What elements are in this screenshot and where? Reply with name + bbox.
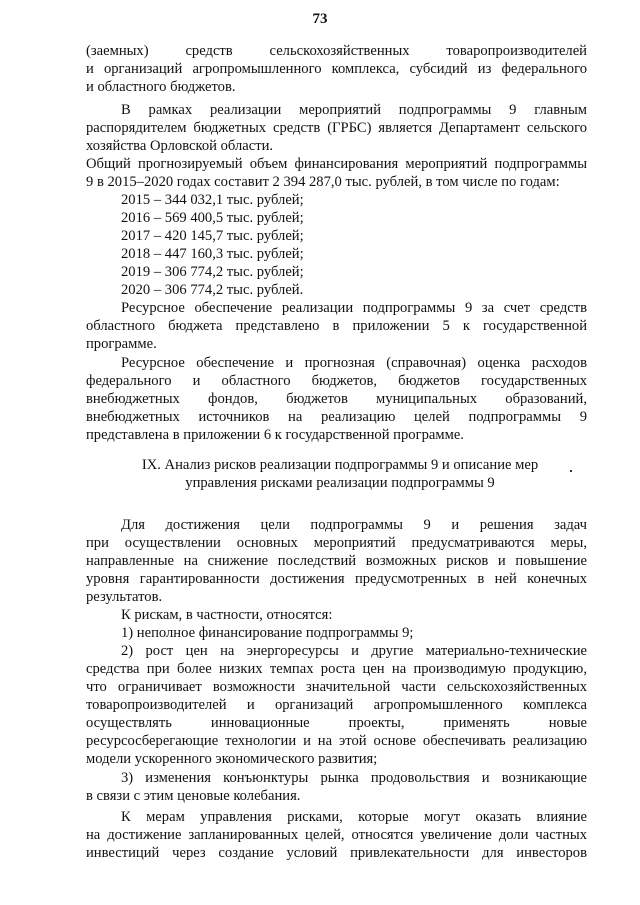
text-line: что ограничивает возможности значительной части сельскохозяйственных	[86, 679, 587, 695]
text-line: К рискам, в частности, относятся:	[121, 607, 333, 623]
year-budget-item: 2017 – 420 145,7 тыс. рублей;	[121, 228, 304, 244]
year-budget-item: 2019 – 306 774,2 тыс. рублей;	[121, 264, 304, 280]
text-line: товаропроизводителей и организаций агропромышленного комплекса	[86, 697, 587, 713]
text-line: В рамках реализации мероприятий подпрограммы 9 главным	[121, 102, 587, 118]
text-line: и организаций агропромышленного комплекса, субсидий из федерального	[86, 61, 587, 77]
text-line: средства при более низких темпах роста цен на производимую продукцию,	[86, 661, 587, 677]
text-line: ресурсосберегающие технологии и на этой основе обеспечивать реализацию	[86, 733, 587, 749]
section-heading: управления рисками реализации подпрограммы 9	[185, 475, 495, 491]
text-line: К мерам управления рисками, которые могут оказать влияние	[121, 809, 587, 825]
text-line: уровня гарантированности достижения предусмотренных в ней конечных	[86, 571, 587, 587]
text-line: Общий прогнозируемый объем финансирования мероприятий подпрограммы	[86, 156, 587, 172]
text-line: Ресурсное обеспечение и прогнозная (справочная) оценка расходов	[121, 355, 587, 371]
text-line: областного бюджета представлено в приложении 5 к государственной	[86, 318, 587, 334]
text-line: Для достижения цели подпрограммы 9 и решения задач	[121, 517, 587, 533]
text-line: представлена в приложении 6 к государственной программе.	[86, 427, 464, 443]
text-line: результатов.	[86, 589, 163, 605]
text-line: при осуществлении основных мероприятий предусматриваются меры,	[86, 535, 587, 551]
text-line: программе.	[86, 336, 157, 352]
text-line: внебюджетных фондов, бюджетов муниципальных образований,	[86, 391, 587, 407]
text-line: направленные на снижение последствий возможных рисков и повышение	[86, 553, 587, 569]
text-line: и областного бюджетов.	[86, 79, 236, 95]
year-budget-item: 2020 – 306 774,2 тыс. рублей.	[121, 282, 304, 298]
text-line: на достижение запланированных целей, относятся увеличение доли частных	[86, 827, 587, 843]
text-line: внебюджетных источников на реализацию целей подпрограммы 9	[86, 409, 587, 425]
text-line: модели ускоренного экономического развития;	[86, 751, 378, 767]
year-budget-item: 2018 – 447 160,3 тыс. рублей;	[121, 246, 304, 262]
text-line: (заемных) средств сельскохозяйственных товаропроизводителей	[86, 43, 587, 59]
text-line: в связи с этим ценовые колебания.	[86, 788, 301, 804]
text-line: осуществлять инновационные проекты, применять новые	[86, 715, 587, 731]
page-number: 73	[312, 11, 328, 27]
year-budget-item: 2016 – 569 400,5 тыс. рублей;	[121, 210, 304, 226]
scan-speck	[570, 470, 572, 472]
text-line: хозяйства Орловской области.	[86, 138, 274, 154]
text-line: федерального и областного бюджетов, бюджетов государственных	[86, 373, 587, 389]
section-heading: IX. Анализ рисков реализации подпрограммы 9 и описание мер	[141, 457, 539, 473]
text-line: инвестиций через создание условий привлекательности для инвесторов	[86, 845, 587, 861]
year-budget-item: 2015 – 344 032,1 тыс. рублей;	[121, 192, 304, 208]
text-line: распорядителем бюджетных средств (ГРБС) является Департамент сельского	[86, 120, 587, 136]
list-item: 2) рост цен на энергоресурсы и другие материально-технические	[121, 643, 587, 659]
text-line: 9 в 2015–2020 годах составит 2 394 287,0 тыс. рублей, в том числе по годам:	[86, 174, 560, 190]
list-item: 1) неполное финансирование подпрограммы 9;	[121, 625, 414, 641]
list-item: 3) изменения конъюнктуры рынка продовольствия и возникающие	[121, 770, 587, 786]
text-line: Ресурсное обеспечение реализации подпрограммы 9 за счет средств	[121, 300, 587, 316]
